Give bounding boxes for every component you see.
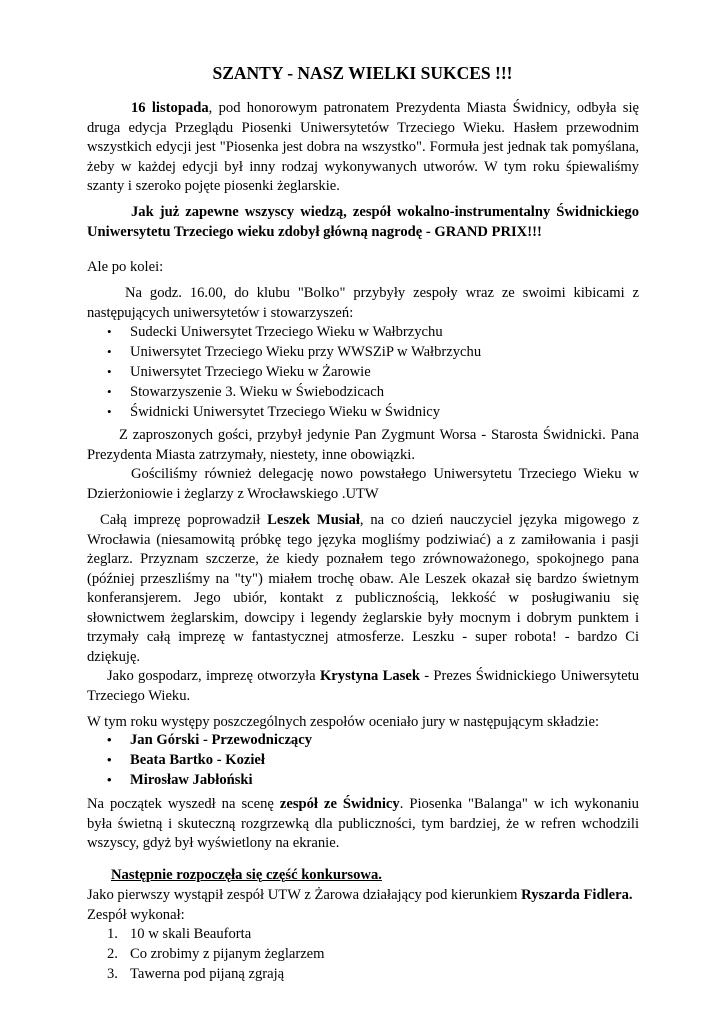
songs-list: [87, 924, 647, 984]
first-band-text: . Piosenka "Balanga" w ich wykonaniu była świetną i skuteczną rozgrzewką dla publiczności, tym bardziej, że w refren wchodzili wszyscy, gdyż był wyświetlony na ekranie.: [87, 796, 639, 851]
guests-text: Z zaproszonych gości, przybył jedynie Pan Zygmunt Worsa - Starosta Świdnicki. Pana Prezydenta Miasta zatrzymały, niestety, inne obowiązki.: [87, 427, 639, 463]
opening-paragraph: [87, 667, 639, 706]
list-item: [87, 964, 647, 984]
song-number: 2.: [107, 946, 118, 962]
host-text: , na co dzień nauczyciel języka migowego z Wrocławia (niesamowitą próbkę tego języka mogliśmy podziwiać) a z zamiłowania i pasji żeglarz. Przyznam szczerze, że kiedy poznałem tego zrównoważonego, spokojnego pana (później przeszliśmy na "ty") miałem trochę obaw. Ale Leszek okazał się bardzo świetnym konferansjerem. Jego ubiór, kontakt z publicznością, lekkość w posługiwaniu się słownictwem żeglarskim, dowcipy i legendy żeglarskie były mocnym i dobrym punktem i trzymały całą imprezę w fantastycznej atmosferze. Leszku - super robota! - bardzo Ci dziękuję.: [87, 512, 639, 665]
host-name: Leszek Musiał: [267, 512, 360, 528]
competition-heading: [87, 866, 639, 886]
first-band-name: zespół ze Świdnicy: [279, 796, 400, 812]
participants-list: [87, 322, 647, 422]
list-item: • Uniwersytet Trzeciego Wieku przy WWSZiP w Wałbrzychu: [87, 342, 647, 362]
zarow-pre: Jako pierwszy wystąpił zespół UTW z Żarowa działający pod kierunkiem: [87, 887, 522, 903]
delegation-paragraph: [87, 465, 639, 504]
zarow-paragraph: [87, 886, 657, 906]
list-item: • Sudecki Uniwersytet Trzeciego Wieku w Wałbrzychu: [87, 322, 647, 342]
list-item: • Świdnicki Uniwersytet Trzeciego Wieku w Świdnicy: [87, 402, 647, 422]
list-item: [87, 944, 647, 964]
delegation-text: Gościliśmy również delegację nowo powstałego Uniwersytetu Trzeciego Wieku w Dzierżoniowie i żeglarzy z Wrocławskiego .UTW: [87, 466, 639, 502]
guests-paragraph: [87, 426, 639, 465]
song-title: Tawerna pod pijaną zgrają: [130, 966, 285, 982]
host-paragraph: [87, 511, 639, 667]
list-item: • Jan Górski - Przewodniczący: [87, 730, 647, 750]
transition-line: Ale po kolei:: [87, 259, 164, 275]
intro-paragraph: [87, 99, 639, 197]
host-pre: Całą imprezę poprowadził: [100, 512, 268, 528]
intro-text: , pod honorowym patronatem Prezydenta Miasta Świdnicy, odbyła się druga edycja Przeglądu Piosenki Uniwersytetów Trzeciego Wieku. Hasłem przewodnim wszystkich edycji jest "Piosenka jest dobra na wszystko". Formuła jest jednak tak pomyślana, żeby w każdej edycji był inny rodzaj wykonywanych utworów. W tym roku śpiewaliśmy szanty i szeroko pojęte piosenki żeglarskie.: [87, 100, 639, 194]
grand-prix-text: Jak już zapewne wszyscy wiedzą, zespół wokalno-instrumentalny Świdnickiego Uniwersytetu Trzeciego wieku zdobył główną nagrodę - GRAND PRIX!!!: [87, 204, 639, 240]
list-item: • Stowarzyszenie 3. Wieku w Świebodzicach: [87, 382, 647, 402]
competition-heading-text: Następnie rozpoczęła się część konkursowa.: [111, 867, 382, 883]
grand-prix-paragraph: [87, 203, 639, 242]
song-number: 1.: [107, 926, 118, 942]
performed-label: Zespół wykonał:: [87, 907, 185, 923]
song-title: 10 w skali Beauforta: [130, 926, 252, 942]
song-number: 3.: [107, 966, 118, 982]
arrival-text: Na godz. 16.00, do klubu "Bolko" przybyły zespoły wraz ze swoimi kibicami z następujących uniwersytetów i stowarzyszeń:: [87, 285, 639, 321]
list-item: • Uniwersytet Trzeciego Wieku w Żarowie: [87, 362, 647, 382]
arrival-paragraph: [87, 284, 639, 323]
opening-pre: Jako gospodarz, imprezę otworzyła: [107, 668, 320, 684]
list-item: • Mirosław Jabłoński: [87, 770, 647, 790]
opening-text: - Prezes Świdnickiego Uniwersytetu Trzeciego Wieku.: [87, 668, 639, 704]
jury-list: [87, 730, 647, 790]
list-item: [87, 924, 647, 944]
event-date: 16 listopada: [131, 100, 209, 116]
opening-name: Krystyna Lasek: [319, 668, 420, 684]
first-band-paragraph: [87, 795, 639, 854]
list-item: • Beata Bartko - Kozieł: [87, 750, 647, 770]
zarow-leader: Ryszarda Fidlera.: [521, 887, 633, 903]
first-band-pre: Na początek wyszedł na scenę: [87, 796, 280, 812]
page-title: SZANTY - NASZ WIELKI SUKCES !!!: [212, 63, 513, 83]
song-title: Co zrobimy z pijanym żeglarzem: [130, 946, 325, 962]
jury-paragraph: W tym roku występy poszczególnych zespołów oceniało jury w następującym składzie:: [87, 714, 599, 730]
